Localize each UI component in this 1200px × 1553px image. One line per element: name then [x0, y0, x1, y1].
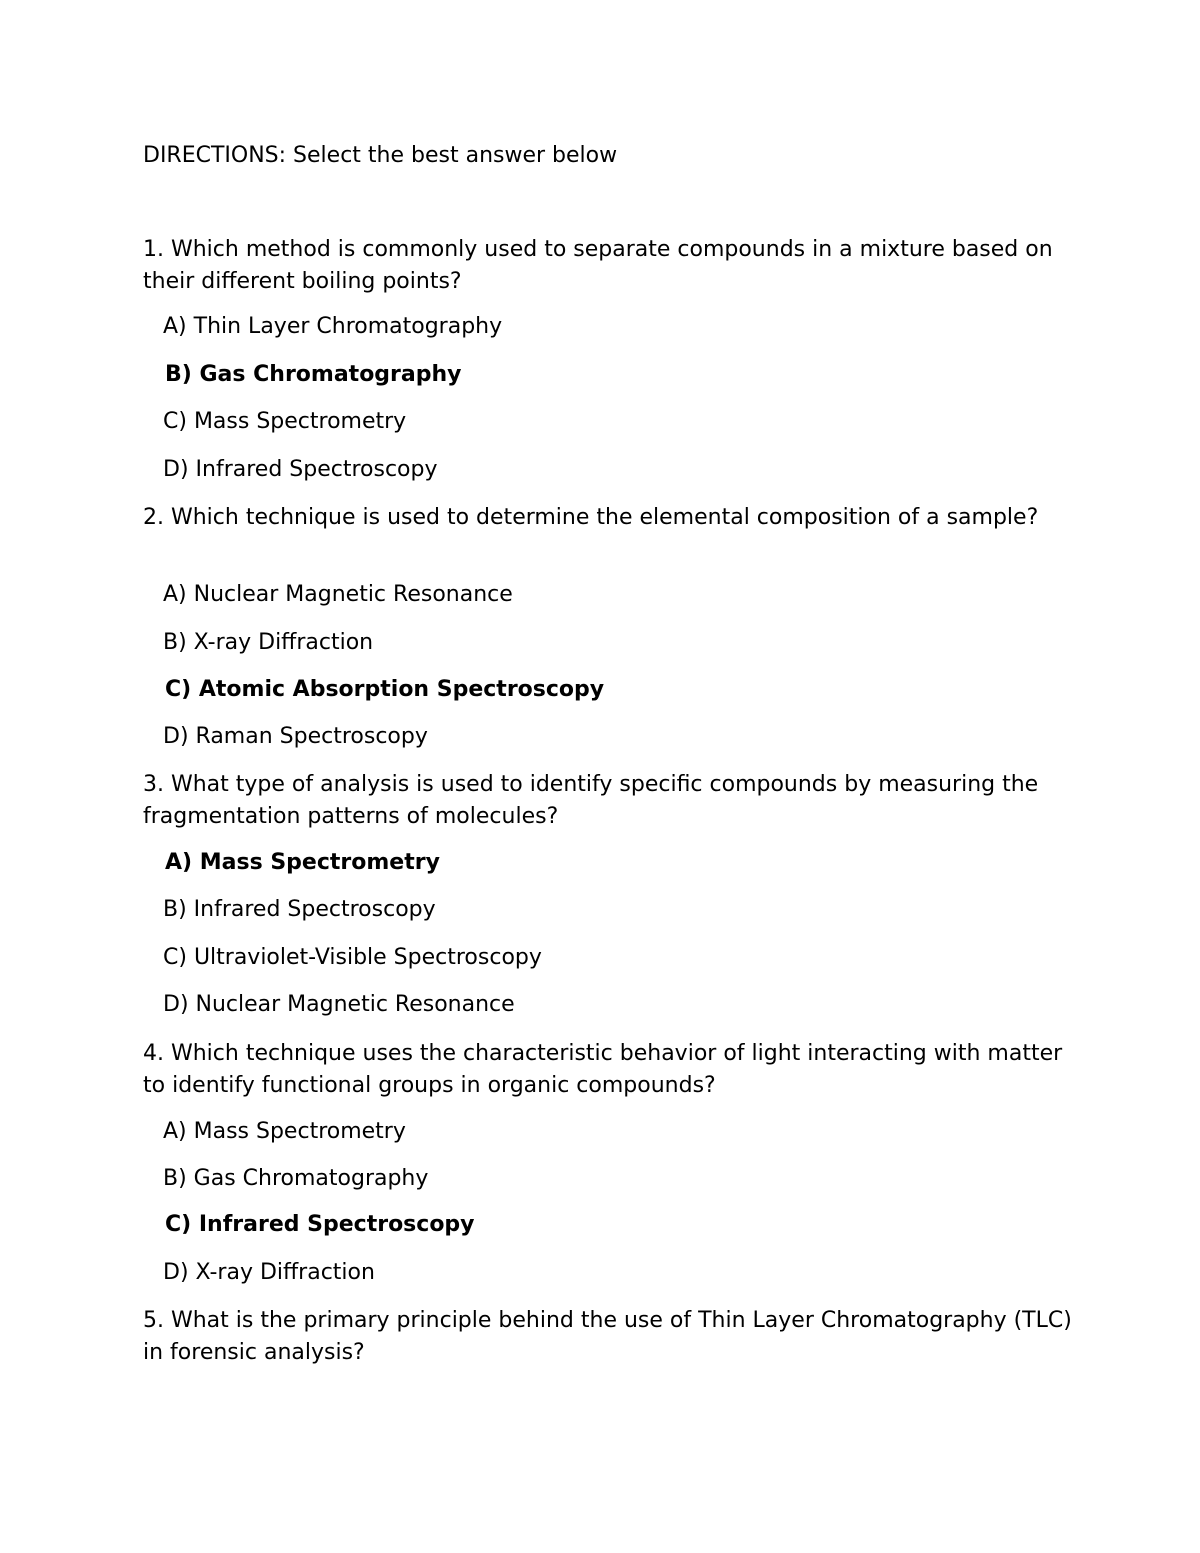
question-2: 2. Which technique is used to determine the elemental composition of a sample?	[143, 505, 1039, 530]
q1-option-a: A) Thin Layer Chromatography	[163, 314, 503, 339]
q4-option-b: B) Gas Chromatography	[163, 1166, 429, 1191]
q3-option-a-correct: A) Mass Spectrometry	[165, 850, 440, 875]
question-1: 1. Which method is commonly used to separate compounds in a mixture based on their different boiling points?	[143, 237, 1053, 294]
q1-option-d: D) Infrared Spectroscopy	[163, 457, 438, 482]
q2-option-c-correct: C) Atomic Absorption Spectroscopy	[165, 677, 605, 702]
q3-option-d: D) Nuclear Magnetic Resonance	[163, 992, 515, 1017]
q1-option-b-correct: B) Gas Chromatography	[165, 362, 462, 387]
q3-option-b: B) Infrared Spectroscopy	[163, 897, 436, 922]
q4-option-a: A) Mass Spectrometry	[163, 1119, 406, 1144]
q2-option-a: A) Nuclear Magnetic Resonance	[163, 582, 513, 607]
q2-option-b: B) X-ray Diffraction	[163, 630, 374, 655]
q1-option-c: C) Mass Spectrometry	[163, 409, 407, 434]
q4-option-d: D) X-ray Diffraction	[163, 1260, 375, 1285]
question-4: 4. Which technique uses the characteristic behavior of light interacting with matter to identify functional groups in organic compounds?	[143, 1041, 1063, 1098]
question-3: 3. What type of analysis is used to identify specific compounds by measuring the fragmentation patterns of molecules?	[143, 772, 1039, 829]
q3-option-c: C) Ultraviolet-Visible Spectroscopy	[163, 945, 542, 970]
directions-text: DIRECTIONS: Select the best answer below	[143, 143, 618, 168]
q4-option-c-correct: C) Infrared Spectroscopy	[165, 1212, 475, 1237]
question-5: 5. What is the primary principle behind the use of Thin Layer Chromatography (TLC) in forensic analysis?	[143, 1308, 1072, 1365]
q2-option-d: D) Raman Spectroscopy	[163, 724, 428, 749]
